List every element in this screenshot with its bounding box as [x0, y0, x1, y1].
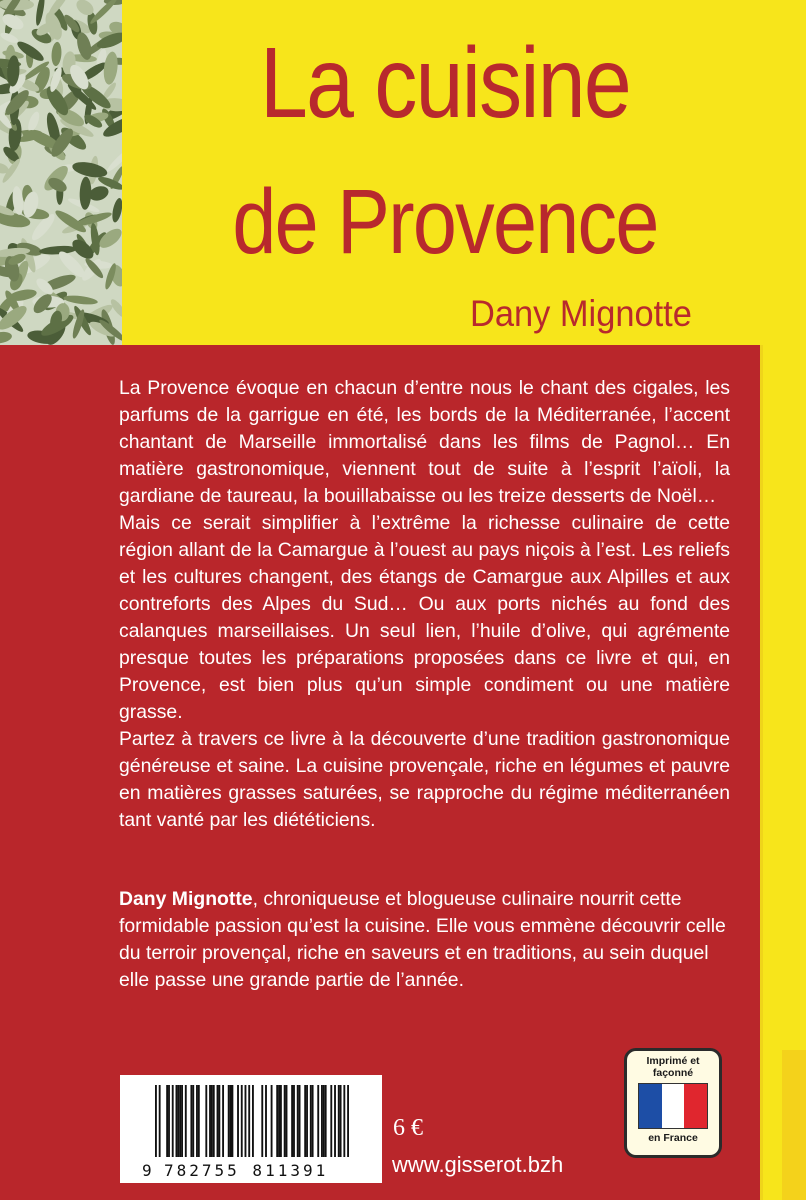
spine-strip — [760, 0, 806, 1200]
made-in-france-badge — [624, 1048, 722, 1158]
barcode-bar — [291, 1085, 293, 1157]
barcode-bar — [280, 1085, 282, 1157]
barcode-bar — [304, 1085, 306, 1157]
barcode-bar — [297, 1085, 299, 1157]
bio-paragraph — [119, 886, 730, 994]
barcode-bars — [155, 1085, 349, 1157]
barcode-lead-digit: 9 — [142, 1161, 152, 1180]
barcode-bar — [343, 1085, 345, 1157]
barcode-bar — [231, 1085, 233, 1157]
barcode-bar — [222, 1085, 224, 1157]
barcode-bar — [323, 1085, 325, 1157]
barcode-bar — [230, 1085, 232, 1157]
barcode-bar — [172, 1085, 174, 1157]
barcode-bar — [168, 1085, 170, 1157]
barcode-bar — [241, 1085, 243, 1157]
barcode-bar — [338, 1085, 340, 1157]
barcode-digits: 782755 811391 — [164, 1161, 329, 1180]
author-name: Dany Mignotte — [470, 293, 692, 334]
barcode-bar — [334, 1085, 336, 1157]
barcode-bar — [310, 1085, 312, 1157]
barcode-bar — [176, 1085, 178, 1157]
book-description — [119, 375, 730, 834]
barcode-bar — [217, 1085, 219, 1157]
isbn-barcode — [120, 1075, 382, 1183]
barcode-bar — [265, 1085, 267, 1157]
bio-text: , chroniqueuse et blogueuse culinaire nourrit cette formidable passion qu’est la cuisine. Elle vous emmène découvrir celle du terroir provençal, riche en saveurs et en traditions, au sein duquel elle passe une grande partie de l’année. — [119, 888, 726, 991]
barcode-bar — [166, 1085, 168, 1157]
barcode-bar — [245, 1085, 247, 1157]
barcode-bar — [293, 1085, 295, 1157]
barcode-bar — [213, 1085, 215, 1157]
book-title-line-2: de Provence — [232, 171, 658, 273]
barcode-bar — [340, 1085, 342, 1157]
barcode-bar — [248, 1085, 250, 1157]
barcode-bar — [190, 1085, 192, 1157]
barcode-bar — [271, 1085, 273, 1157]
book-title-line-1: La cuisine — [259, 27, 631, 139]
description-paragraph-2: Mais ce serait simplifier à l’extrême la richesse culinaire de cette région allant de la Camargue à l’ouest au pays niçois à l’est. Les reliefs et les cultures changent, des étangs de Camargue aux Alpilles et aux contreforts des Alpes du Sud… Ou aux ports nichés au fond des calanques marseillaises. Un seul lien, l’huile d’olive, qui agrémente presque toutes les préparations proposées dans ce livre et qui, en Provence, est bien plus qu’un simple condiment ou une matière grasse. — [119, 512, 730, 723]
barcode-bar — [228, 1085, 230, 1157]
price: 6 € — [393, 1115, 423, 1141]
barcode-bar — [198, 1085, 200, 1157]
barcode-bar — [347, 1085, 349, 1157]
french-flag-icon — [638, 1083, 708, 1129]
barcode-bar — [330, 1085, 332, 1157]
author-bio — [119, 886, 730, 994]
barcode-bar — [317, 1085, 319, 1157]
barcode-bar — [284, 1085, 286, 1157]
olive-branch-photo — [0, 0, 122, 345]
barcode-bar — [177, 1085, 179, 1157]
barcode-bar — [237, 1085, 239, 1157]
description-paragraph-1: La Provence évoque en chacun d’entre nous le chant des cigales, les parfums de la garrigue en été, les bords de la Méditerranée, l’accent chantant de Marseille immortalisé dans les films de Pagnol… En matière gastronomique, viennent tout de suite à l’esprit l’aïoli, la gardiane de taureau, la bouillabaisse ou les treize desserts de Noël… — [119, 377, 730, 507]
barcode-bar — [278, 1085, 280, 1157]
barcode-bar — [179, 1085, 181, 1157]
barcode-bar — [155, 1085, 157, 1157]
barcode-bar — [286, 1085, 288, 1157]
barcode-bar — [211, 1085, 213, 1157]
barcode-bar — [276, 1085, 278, 1157]
barcode-bar — [185, 1085, 187, 1157]
barcode-bar — [261, 1085, 263, 1157]
barcode-bar — [192, 1085, 194, 1157]
spine-lower-band — [782, 1050, 806, 1200]
barcode-bar — [325, 1085, 327, 1157]
description-paragraph-3: Partez à travers ce livre à la découverte d’une tradition gastronomique généreuse et saine. La cuisine provençale, riche en légumes et pauvre en matières grasses saturées, se rapproche du régime méditerranéen tant vanté par les diététiciens. — [119, 728, 730, 831]
barcode-bar — [299, 1085, 301, 1157]
barcode-bar — [218, 1085, 220, 1157]
barcode-bar — [321, 1085, 323, 1157]
bio-author-name: Dany Mignotte — [119, 888, 253, 910]
badge-line-1: Imprimé et — [646, 1055, 700, 1067]
barcode-bar — [252, 1085, 254, 1157]
barcode-bar — [306, 1085, 308, 1157]
badge-line-3: en France — [648, 1132, 698, 1144]
barcode-bar — [209, 1085, 211, 1157]
barcode-bar — [205, 1085, 207, 1157]
barcode-bar — [312, 1085, 314, 1157]
barcode-bar — [196, 1085, 198, 1157]
barcode-bar — [159, 1085, 161, 1157]
spine-edge — [760, 345, 763, 1200]
barcode-bar — [181, 1085, 183, 1157]
publisher-website: www.gisserot.bzh — [392, 1152, 564, 1177]
badge-line-2: façonné — [652, 1067, 694, 1079]
